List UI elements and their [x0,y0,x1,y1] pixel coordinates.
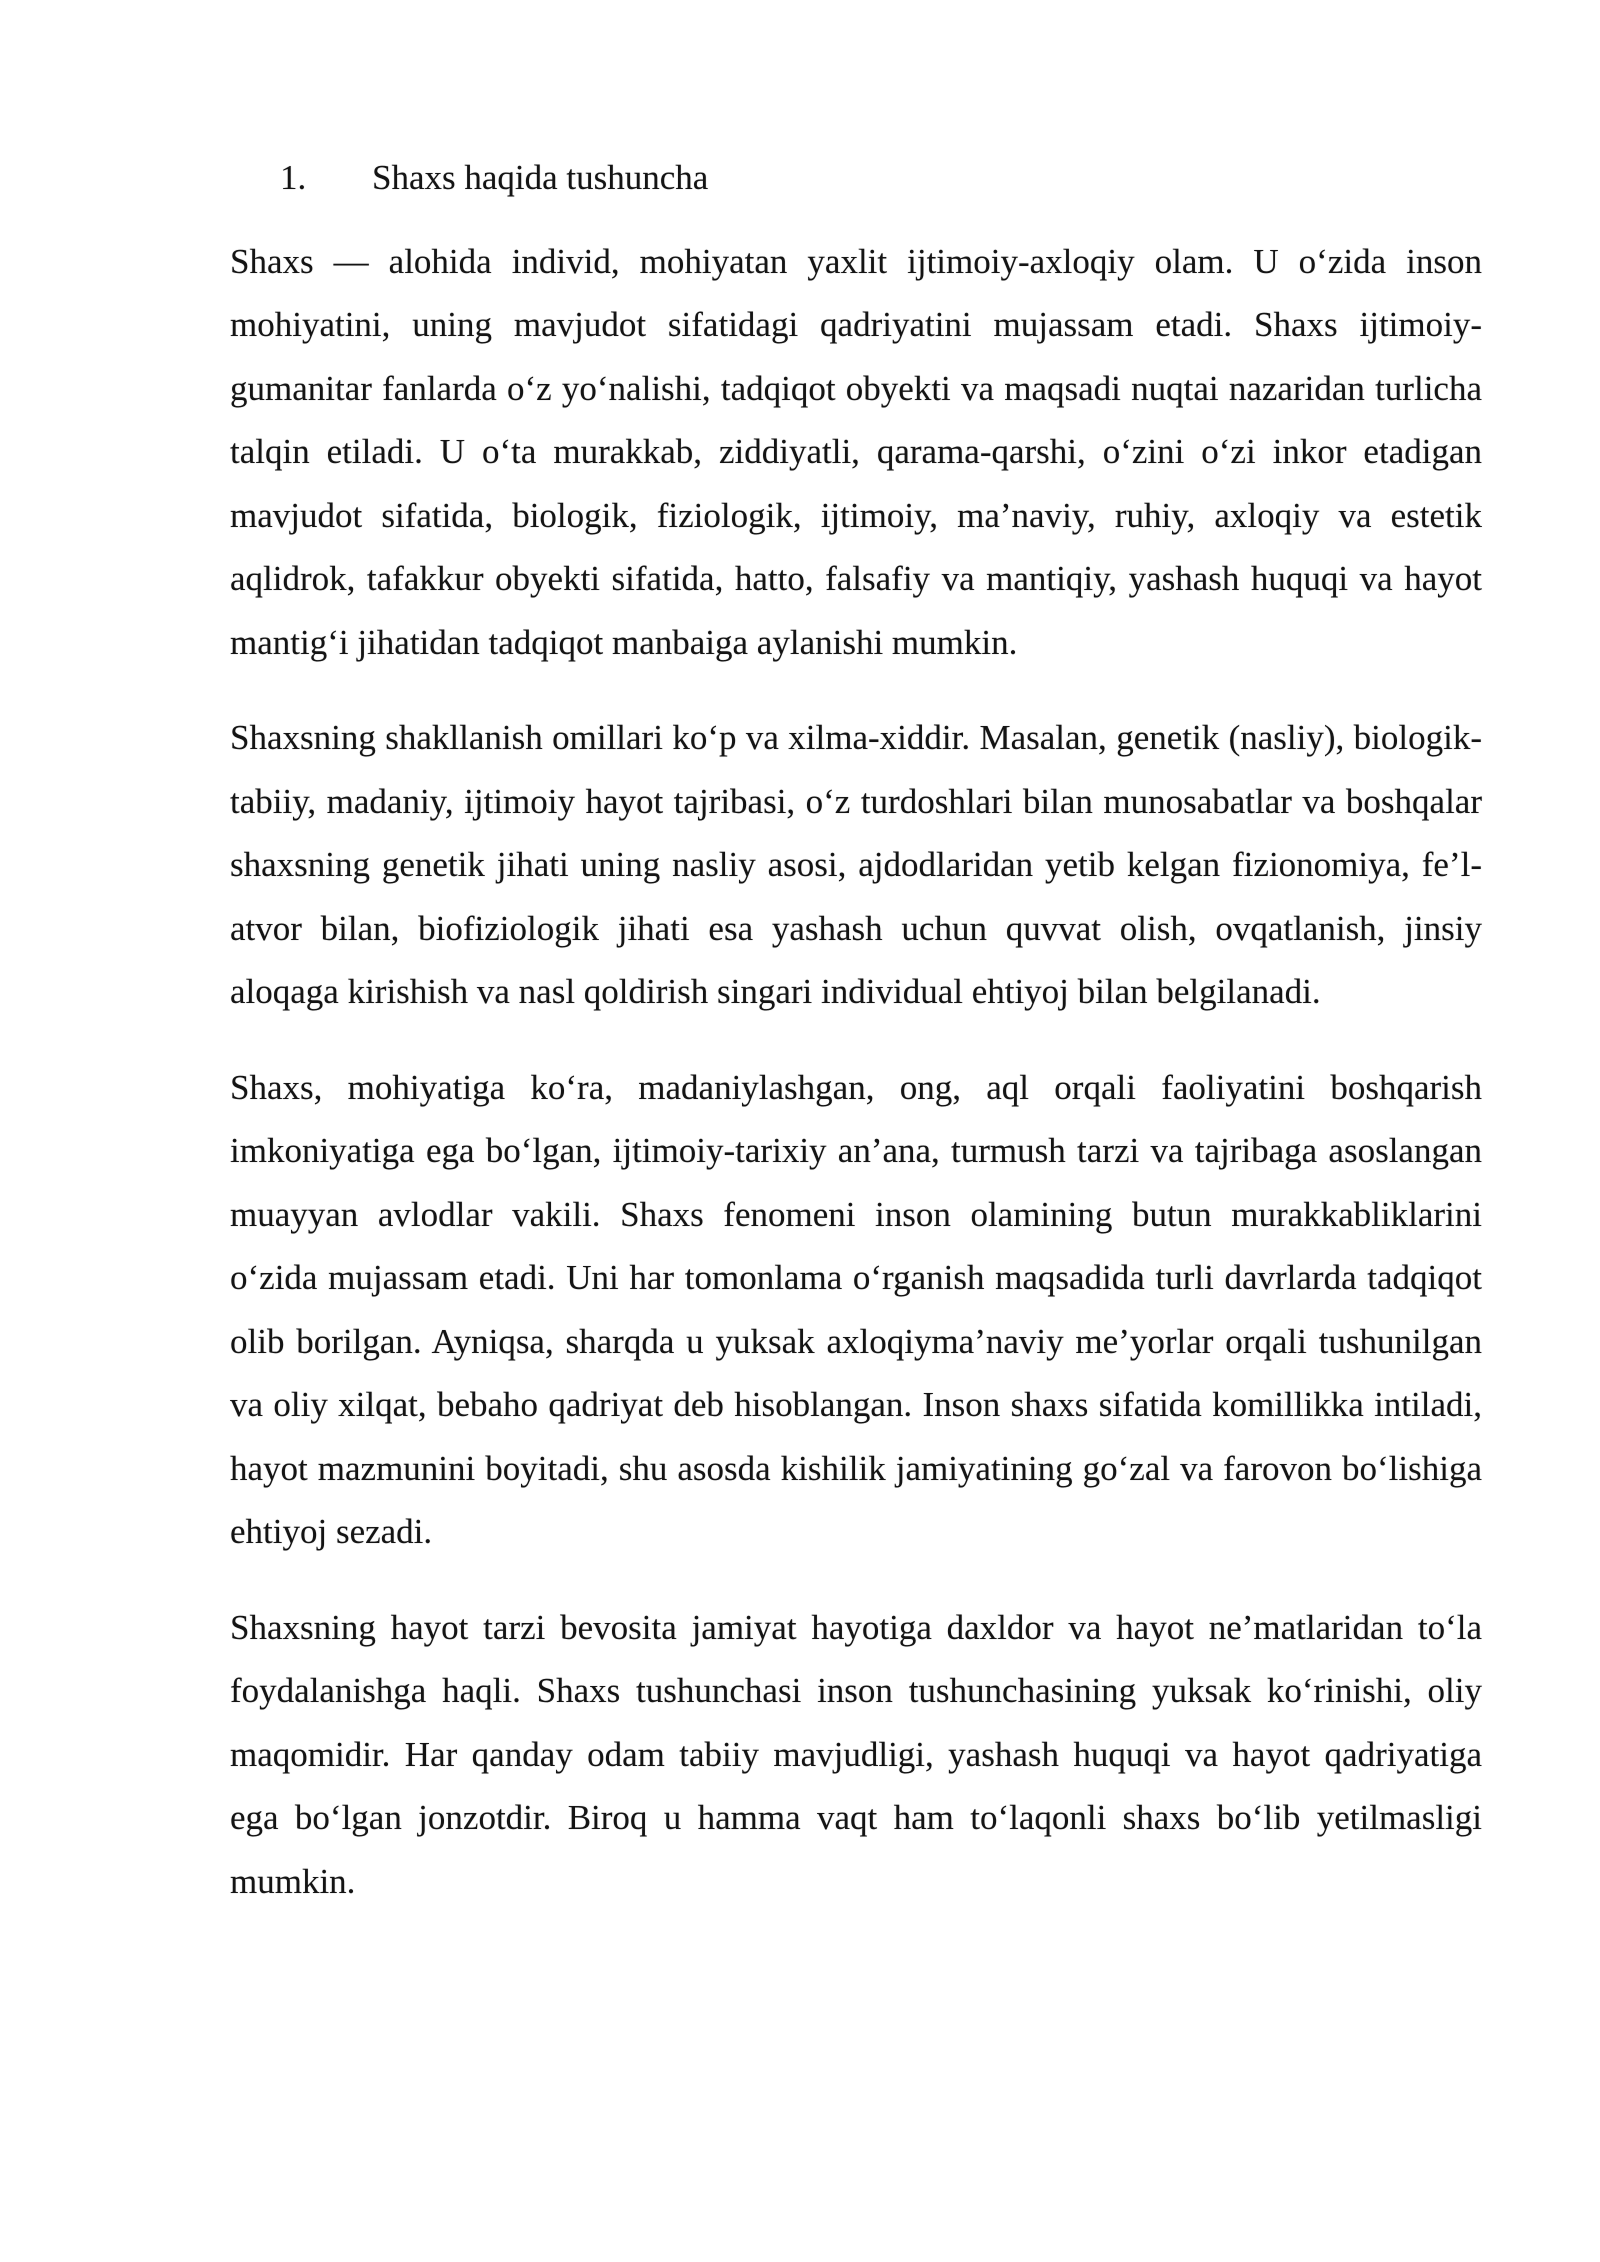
section-heading-title: Shaxs haqida tushuncha [372,158,709,197]
paragraph: Shaxs — alohida individ, mohiyatan yaxlit ijtimoiy-axloqiy olam. U o‘zida inson mohiyatini, uning mavjudot sifatidagi qadriyatini mujassam etadi. Shaxs ijtimoiy-gumanitar fanlarda o‘z yo‘nalishi, tadqiqot obyekti va maqsadi nuqtai nazaridan turlicha talqin etiladi. U o‘ta murakkab, ziddiyatli, qarama-qarshi, o‘zini o‘zi inkor etadigan mavjudot sifatida, biologik, fiziologik, ijtimoiy, ma’naviy, ruhiy, axloqiy va estetik aqlidrok, tafakkur obyekti sifatida, hatto, falsafiy va mantiqiy, yashash huquqi va hayot mantig‘i jihatidan tadqiqot manbaiga aylanishi mumkin. [230,241,1482,662]
paragraph: Shaxs, mohiyatiga ko‘ra, madaniylashgan, ong, aql orqali faoliyatini boshqarish imkoniyatiga ega bo‘lgan, ijtimoiy-tarixiy an’ana, turmush tarzi va tajribaga asoslangan muayyan avlodlar vakili. Shaxs fenomeni inson olamining butun murakkabliklarini o‘zida mujassam etadi. Uni har tomonlama o‘rganish maqsadida turli davrlarda tadqiqot olib borilgan. Ayniqsa, sharqda u yuksak axloqiyma’naviy me’yorlar orqali tushunilgan va oliy xilqat, bebaho qadriyat deb hisoblangan. Inson shaxs sifatida komillikka intiladi, hayot mazmunini boyitadi, shu asosda kishilik jamiyatining go‘zal va farovon bo‘lishiga ehtiyoj sezadi. [230,1067,1482,1551]
paragraph: Shaxsning shakllanish omillari ko‘p va xilma-xiddir. Masalan, genetik (nasliy), biologik-tabiiy, madaniy, ijtimoiy hayot tajribasi, o‘z turdoshlari bilan munosabatlar va boshqalar shaxsning genetik jihati uning nasliy asosi, ajdodlaridan yetib kelgan fizionomiya, fe’l-atvor bilan, biofiziologik jihati esa yashash uchun quvvat olish, ovqatlanish, jinsiy aloqaga kirishish va nasl qoldirish singari individual ehtiyoj bilan belgilanadi. [230,718,1482,1011]
paragraph: Shaxsning hayot tarzi bevosita jamiyat hayotiga daxldor va hayot ne’matlaridan to‘la foydalanishga haqli. Shaxs tushunchasi inson tushunchasining yuksak ko‘rinishi, oliy maqomidir. Har qanday odam tabiiy mavjudligi, yashash huquqi va hayot qadriyatiga ega bo‘lgan jonzotdir. Biroq u hamma vaqt ham to‘laqonli shaxs bo‘lib yetilmasligi mumkin. [230,1607,1482,1901]
section-heading-number: 1. [280,158,307,197]
section-heading [230,146,1482,210]
